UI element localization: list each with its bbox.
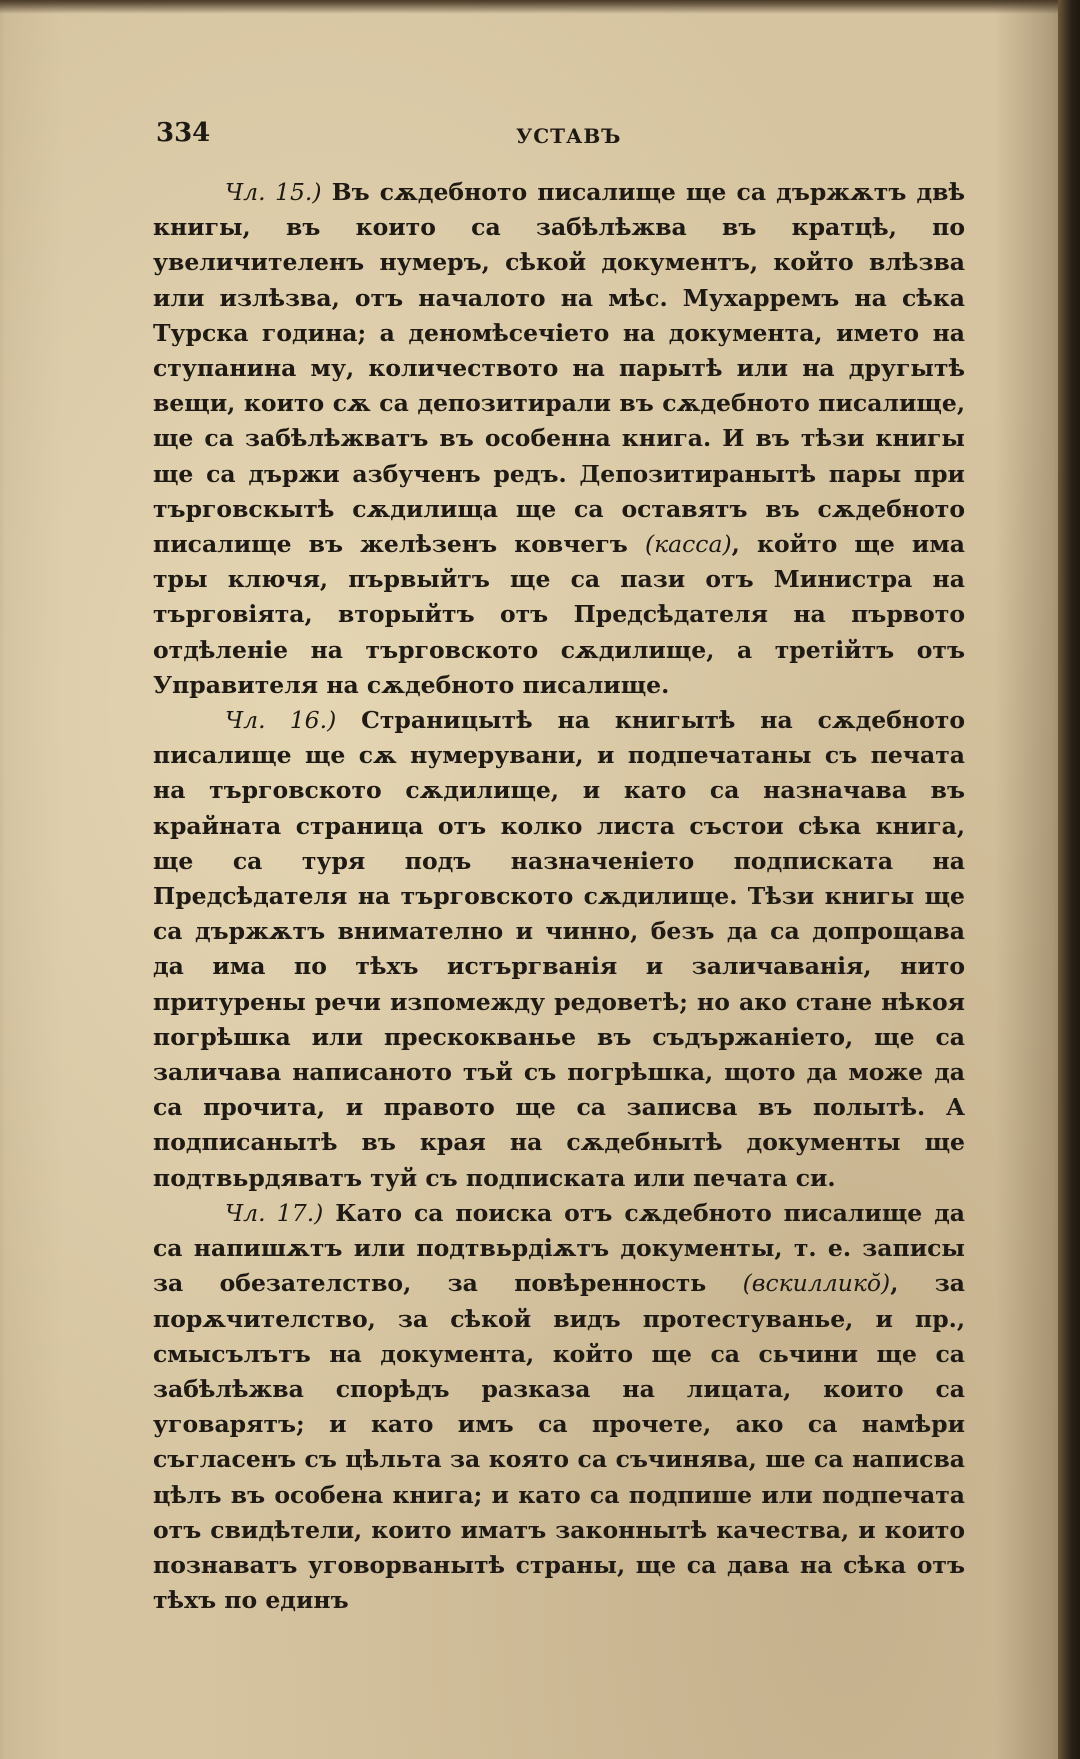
page-header bbox=[156, 118, 956, 158]
running-head: УСТАВЪ bbox=[516, 124, 622, 148]
article-17 bbox=[153, 1196, 965, 1618]
article-15-label: Чл. 15.) bbox=[225, 178, 322, 206]
article-16 bbox=[153, 703, 965, 1196]
article-15-text-a: Въ сѫдебното писалище ще са държѫтъ двѣ книгы, въ които са забѣлѣжва въ кратцѣ, по увеличителенъ нумеръ, сѣкой документъ, който влѣзва или излѣзва, отъ началото на мѣс. Мухарремъ на сѣка Турска година; а деномѣсечіето на документа, името на ступанина му, количеството на парытѣ или на другытѣ вещи, които сѫ са депозитирали въ сѫдебното писалище, ще са забѣлѣжватъ въ особенна книга. И въ тѣзи книгы ще са държи азбученъ редъ. Депозитиранытѣ пары при търговскытѣ сѫдилища ще са оставятъ въ сѫдебното писалище въ желѣзенъ ковчегъ bbox=[153, 178, 966, 559]
article-17-label: Чл. 17.) bbox=[225, 1198, 324, 1227]
book-binding-edge bbox=[1058, 0, 1080, 1759]
article-17-text-a: Като са поиска отъ сѫдебното писалище да са напишѫтъ или подтвьрдіѫтъ документы, т. е. записы за обезателство, за повѣренность bbox=[153, 1198, 965, 1298]
article-15-emphasis: (касса) bbox=[644, 530, 732, 559]
page-top-edge bbox=[0, 0, 1058, 14]
article-15-text-b: , който ще има тры ключя, първыйтъ ще са пази отъ Министра на търговіята, вторыйтъ отъ Предсѣдателя на първото отдѣленіе на търговското сѫдилище, а третійтъ отъ Управителя на сѫдебното писалище. bbox=[153, 530, 965, 699]
article-16-text: Страницытѣ на книгытѣ на сѫдебното писалище ще сѫ нумерувани, и подпечатаны съ печата на търговското сѫдилище, и като са назначава въ крайната страница отъ колко листа състои сѣка книга, ще са туря подъ назначеніето подписката на Предсѣдателя на търговското сѫдилище. Тѣзи книгы ще са държѫтъ внимателно и чинно, безъ да са допрощава да има по тѣхъ истъргванія и заличаванія, нито притурены речи изпомежду редоветѣ; но ако стане нѣкоя погрѣшка или прескокванье въ съдържаніето, ще са заличава написаното тъй съ погрѣшка, щото да може да са прочита, и правото ще са записва въ полытѣ. А подписанытѣ въ края на сѫдебнытѣ документы ще подтвьрдяватъ туй съ подписката или печата си. bbox=[153, 706, 966, 1192]
article-16-label: Чл. 16.) bbox=[225, 706, 337, 735]
article-17-emphasis: (вскиллико̆) bbox=[742, 1269, 891, 1298]
page-number: 334 bbox=[156, 118, 211, 148]
article-17-text-b: , за порѫчителство, за сѣкой видъ протестуванье, и пр., смысълътъ на документа, който ще са сьчини ще са забѣлѣжва спорѣдъ разказа на лицата, които са уговарятъ; и като имъ са прочете, ако са намѣри съгласенъ съ цѣльта за която са съчинява, ше са написва цѣлъ въ особена книга; и като са подпише или подпечата отъ свидѣтели, които иматъ законнытѣ качества, и които познаватъ уговорванытѣ страны, ще са дава на сѣка отъ тѣхъ по единъ bbox=[153, 1269, 965, 1615]
article-15 bbox=[153, 175, 965, 703]
page-body bbox=[153, 175, 965, 1618]
